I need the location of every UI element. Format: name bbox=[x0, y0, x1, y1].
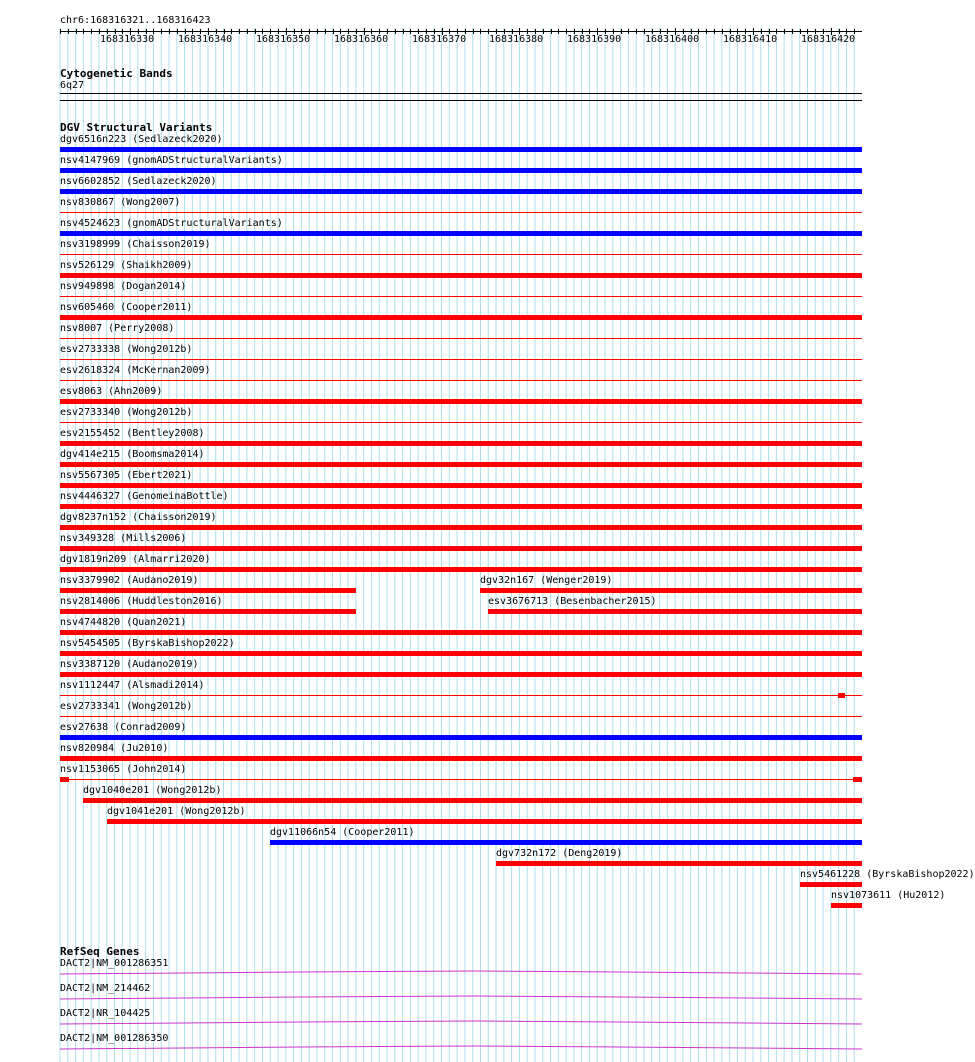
gene-feature[interactable] bbox=[60, 1019, 862, 1025]
ruler-minor-tick bbox=[706, 29, 707, 34]
ruler-minor-tick bbox=[76, 29, 77, 34]
gene-line bbox=[60, 971, 862, 974]
variant-label[interactable]: nsv830867 (Wong2007) bbox=[60, 197, 181, 208]
ruler-minor-tick bbox=[628, 29, 629, 34]
variant-label[interactable]: esv2733341 (Wong2012b) bbox=[60, 701, 193, 712]
dgv-track-title: DGV Structural Variants bbox=[60, 121, 213, 134]
variant-line[interactable] bbox=[60, 716, 862, 717]
variant-label[interactable]: nsv4147969 (gnomADStructuralVariants) bbox=[60, 155, 283, 166]
gene-feature[interactable] bbox=[60, 994, 862, 1000]
variant-label[interactable]: dgv1041e201 (Wong2012b) bbox=[107, 806, 246, 817]
variant-label[interactable]: dgv8237n152 (Chaisson2019) bbox=[60, 512, 217, 523]
variant-label[interactable]: nsv349328 (Mills2006) bbox=[60, 533, 187, 544]
variant-label[interactable]: nsv5567305 (Ebert2021) bbox=[60, 470, 193, 481]
ruler[interactable] bbox=[0, 0, 890, 50]
variant-label[interactable]: dgv414e215 (Boomsma2014) bbox=[60, 449, 205, 460]
variant-label[interactable]: nsv1073611 (Hu2012) bbox=[831, 890, 946, 901]
gene-feature[interactable] bbox=[60, 1044, 862, 1050]
ruler-tick-label: 168316360 bbox=[334, 34, 389, 45]
variant-bar[interactable] bbox=[60, 672, 862, 677]
ruler-tick-label: 168316390 bbox=[567, 34, 622, 45]
variant-bar[interactable] bbox=[480, 588, 862, 593]
variant-bar[interactable] bbox=[60, 651, 862, 656]
variant-label[interactable]: dgv6516n223 (Sedlazeck2020) bbox=[60, 134, 223, 145]
ruler-axis bbox=[60, 31, 862, 32]
gene-label[interactable]: DACT2|NR_104425 bbox=[60, 1008, 151, 1019]
variant-label[interactable]: nsv6602852 (Sedlazeck2020) bbox=[60, 176, 217, 187]
variant-bar[interactable] bbox=[838, 693, 845, 698]
variant-label[interactable]: esv2155452 (Bentley2008) bbox=[60, 428, 205, 439]
variant-bar[interactable] bbox=[60, 189, 862, 194]
variant-bar[interactable] bbox=[800, 882, 862, 887]
variant-line[interactable] bbox=[60, 212, 862, 213]
variant-bar[interactable] bbox=[853, 777, 862, 782]
variant-bar[interactable] bbox=[496, 861, 862, 866]
variant-label[interactable]: nsv4524623 (gnomADStructuralVariants) bbox=[60, 218, 283, 229]
gene-label[interactable]: DACT2|NM_214462 bbox=[60, 983, 151, 994]
variant-bar[interactable] bbox=[60, 630, 862, 635]
gene-line bbox=[60, 1046, 862, 1049]
variant-line[interactable] bbox=[60, 779, 862, 780]
variant-label[interactable]: nsv5461228 (ByrskaBishop2022) bbox=[800, 869, 975, 880]
variant-label[interactable]: esv2733340 (Wong2012b) bbox=[60, 407, 193, 418]
variant-bar[interactable] bbox=[60, 273, 862, 278]
variant-bar[interactable] bbox=[60, 441, 862, 446]
cytoband-track-title: Cytogenetic Bands bbox=[60, 67, 173, 80]
variant-label[interactable]: nsv3379902 (Audano2019) bbox=[60, 575, 199, 586]
ruler-minor-tick bbox=[784, 29, 785, 34]
ruler-minor-tick bbox=[410, 29, 411, 34]
variant-line[interactable] bbox=[60, 296, 862, 297]
variant-label[interactable]: dgv732n172 (Deng2019) bbox=[496, 848, 623, 859]
gene-label[interactable]: DACT2|NM_001286351 bbox=[60, 958, 169, 969]
variant-line[interactable] bbox=[60, 380, 862, 381]
variant-bar[interactable] bbox=[60, 546, 862, 551]
variant-label[interactable]: nsv4744820 (Quan2021) bbox=[60, 617, 187, 628]
variant-bar[interactable] bbox=[60, 504, 862, 509]
variant-label[interactable]: esv2618324 (McKernan2009) bbox=[60, 365, 211, 376]
ruler-tick-label: 168316380 bbox=[489, 34, 544, 45]
gene-label[interactable]: DACT2|NM_001286350 bbox=[60, 1033, 169, 1044]
variant-bar[interactable] bbox=[60, 231, 862, 236]
ruler-minor-tick bbox=[558, 29, 559, 34]
ruler-minor-tick bbox=[403, 29, 404, 34]
ruler-tick-label: 168316340 bbox=[178, 34, 233, 45]
ruler-tick-label: 168316410 bbox=[723, 34, 778, 45]
variant-label[interactable]: nsv605460 (Cooper2011) bbox=[60, 302, 193, 313]
ruler-minor-tick bbox=[239, 29, 240, 34]
variant-bar[interactable] bbox=[60, 399, 862, 404]
variant-bar[interactable] bbox=[60, 147, 862, 152]
ruler-tick-label: 168316400 bbox=[645, 34, 700, 45]
variant-label[interactable]: nsv1153065 (John2014) bbox=[60, 764, 187, 775]
variant-label[interactable]: esv8063 (Ahn2009) bbox=[60, 386, 163, 397]
variant-label[interactable]: dgv11066n54 (Cooper2011) bbox=[270, 827, 415, 838]
ruler-minor-tick bbox=[83, 29, 84, 34]
gene-line bbox=[60, 1021, 862, 1024]
refseq-track-title: RefSeq Genes bbox=[60, 945, 140, 958]
gene-line bbox=[60, 996, 862, 999]
variant-label[interactable]: esv3676713 (Besenbacher2015) bbox=[488, 596, 657, 607]
ruler-minor-tick bbox=[395, 29, 396, 34]
variant-bar[interactable] bbox=[60, 525, 862, 530]
variant-label[interactable]: nsv4446327 (GenomeinaBottle) bbox=[60, 491, 229, 502]
variant-line[interactable] bbox=[60, 422, 862, 423]
cytoband-label: 6q27 bbox=[60, 80, 85, 91]
variant-bar[interactable] bbox=[60, 588, 356, 593]
ruler-minor-tick bbox=[60, 29, 61, 34]
ruler-minor-tick bbox=[91, 29, 92, 34]
ruler-minor-tick bbox=[325, 29, 326, 34]
variant-label[interactable]: esv27638 (Conrad2009) bbox=[60, 722, 187, 733]
ruler-minor-tick bbox=[480, 29, 481, 34]
ruler-minor-tick bbox=[247, 29, 248, 34]
variant-bar[interactable] bbox=[60, 567, 862, 572]
variant-label[interactable]: nsv820984 (Ju2010) bbox=[60, 743, 169, 754]
variant-label[interactable]: nsv3198999 (Chaisson2019) bbox=[60, 239, 211, 250]
variant-label[interactable]: nsv8007 (Perry2008) bbox=[60, 323, 175, 334]
ruler-minor-tick bbox=[169, 29, 170, 34]
variant-bar[interactable] bbox=[60, 777, 69, 782]
variant-bar[interactable] bbox=[60, 315, 862, 320]
variant-label[interactable]: dgv1819n209 (Almarri2020) bbox=[60, 554, 211, 565]
variant-label[interactable]: nsv5454505 (ByrskaBishop2022) bbox=[60, 638, 235, 649]
variant-bar[interactable] bbox=[60, 462, 862, 467]
ruler-tick-label: 168316330 bbox=[100, 34, 155, 45]
ruler-tick-label: 168316420 bbox=[801, 34, 856, 45]
track-divider bbox=[60, 100, 862, 101]
variant-line[interactable] bbox=[60, 338, 862, 339]
variant-bar[interactable] bbox=[60, 168, 862, 173]
coordinate-range: chr6:168316321..168316423 bbox=[60, 15, 211, 26]
variant-bar[interactable] bbox=[488, 609, 862, 614]
variant-bar[interactable] bbox=[270, 840, 862, 845]
ruler-tick-label: 168316350 bbox=[256, 34, 311, 45]
variant-bar[interactable] bbox=[60, 735, 862, 740]
ruler-minor-tick bbox=[636, 29, 637, 34]
ruler-minor-tick bbox=[68, 29, 69, 34]
variant-line[interactable] bbox=[60, 359, 862, 360]
cytoband-line bbox=[60, 93, 862, 94]
ruler-minor-tick bbox=[473, 29, 474, 34]
variant-label[interactable]: dgv32n167 (Wenger2019) bbox=[480, 575, 613, 586]
ruler-minor-tick bbox=[714, 29, 715, 34]
variant-bar[interactable] bbox=[831, 903, 862, 908]
ruler-minor-tick bbox=[792, 29, 793, 34]
variant-label[interactable]: dgv1040e201 (Wong2012b) bbox=[83, 785, 222, 796]
variant-label[interactable]: nsv526129 (Shaikh2009) bbox=[60, 260, 193, 271]
gene-feature[interactable] bbox=[60, 969, 862, 975]
variant-bar[interactable] bbox=[107, 819, 862, 824]
variant-line[interactable] bbox=[60, 254, 862, 255]
variant-bar[interactable] bbox=[83, 798, 862, 803]
variant-bar[interactable] bbox=[60, 483, 862, 488]
variant-bar[interactable] bbox=[60, 756, 862, 761]
variant-bar[interactable] bbox=[60, 609, 356, 614]
variant-label[interactable]: nsv949898 (Dogan2014) bbox=[60, 281, 187, 292]
ruler-minor-tick bbox=[551, 29, 552, 34]
variant-label[interactable]: esv2733338 (Wong2012b) bbox=[60, 344, 193, 355]
ruler-minor-tick bbox=[161, 29, 162, 34]
ruler-minor-tick bbox=[317, 29, 318, 34]
variant-line[interactable] bbox=[60, 695, 862, 696]
variant-label[interactable]: nsv1112447 (Alsmadi2014) bbox=[60, 680, 205, 691]
variant-label[interactable]: nsv2814006 (Huddleston2016) bbox=[60, 596, 223, 607]
ruler-tick-label: 168316370 bbox=[412, 34, 467, 45]
variant-label[interactable]: nsv3387120 (Audano2019) bbox=[60, 659, 199, 670]
